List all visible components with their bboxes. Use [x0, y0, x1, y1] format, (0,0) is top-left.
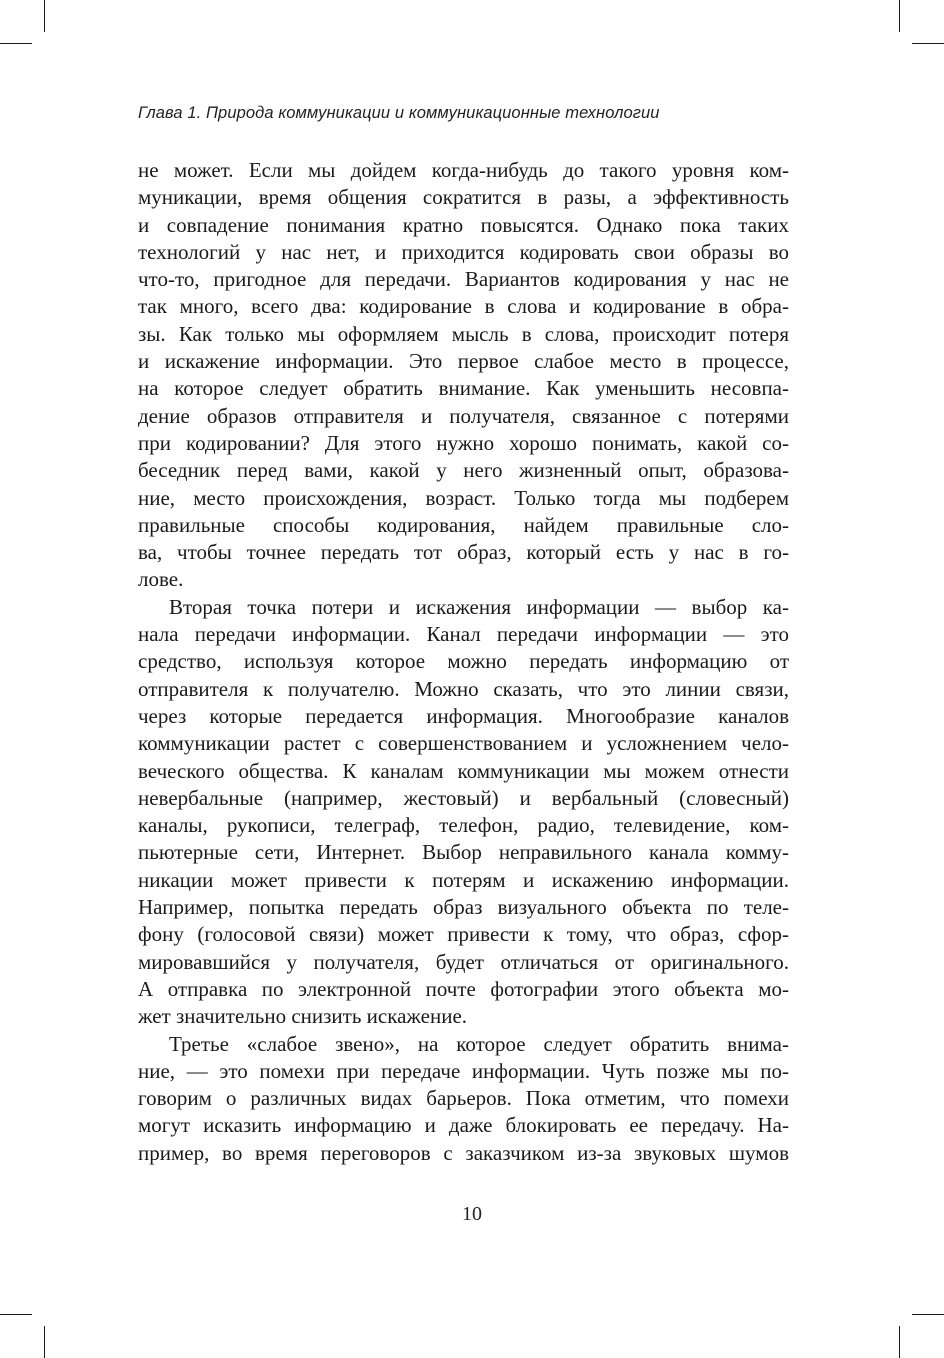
text-line: могут исказить информацию и даже блокировать ее передачу. На- [138, 1113, 789, 1138]
text-line: пример, во время переговоров с заказчиком из-за звуковых шумов [138, 1140, 789, 1165]
crop-mark-bottom-right-vertical [899, 1326, 900, 1358]
paragraph-3 [138, 1031, 789, 1167]
text-line: невербальные (например, жестовый) и вербальный (словесный) [138, 785, 789, 810]
text-line: через которые передается информация. Многообразие каналов [138, 703, 789, 728]
crop-mark-bottom-right-horizontal [912, 1314, 944, 1315]
text-line: каналы, рукописи, телеграф, телефон, радио, телевидение, ком- [138, 813, 789, 838]
text-line: и совпадение понимания кратно повысятся. Однако пока таких [138, 212, 789, 237]
text-line: что-то, пригодное для передачи. Вариантов кодирования у нас не [138, 267, 789, 292]
text-line: веческого общества. К каналам коммуникации мы можем отнести [138, 758, 789, 783]
text-line: беседник перед вами, какой у него жизненный опыт, образова- [138, 458, 789, 483]
page-number: 10 [462, 1203, 482, 1225]
text-line: никации может привести к потерям и искажению информации. [138, 867, 789, 892]
text-line: на которое следует обратить внимание. Как уменьшить несовпа- [138, 376, 789, 401]
text-line: Например, попытка передать образ визуального объекта по теле- [138, 895, 789, 920]
text-line: ние, — это помехи при передаче информации. Чуть позже мы по- [138, 1058, 789, 1083]
text-line: и искажение информации. Это первое слабое место в процессе, [138, 349, 789, 374]
paragraph-1 [138, 157, 789, 594]
text-line: лове. [138, 567, 184, 592]
text-line: нала передачи информации. Канал передачи информации — это [138, 622, 789, 647]
text-line: отправителя к получателю. Можно сказать, что это линии связи, [138, 676, 789, 701]
text-line: Вторая точка потери и искажения информации — выбор ка- [169, 594, 789, 619]
text-line: средство, используя которое можно передать информацию от [138, 649, 789, 674]
text-line: муникации, время общения сократится в разы, а эффективность [138, 185, 789, 210]
crop-mark-top-right-vertical [899, 0, 900, 32]
running-head: Глава 1. Природа коммуникации и коммуникационные технологии [138, 104, 660, 122]
crop-mark-top-right-horizontal [912, 43, 944, 44]
text-line: пьютерные сети, Интернет. Выбор неправильного канала комму- [138, 840, 789, 865]
text-line: А отправка по электронной почте фотографии этого объекта мо- [138, 976, 789, 1001]
text-line: коммуникации растет с совершенствованием и усложнением чело- [138, 731, 789, 756]
body-text [138, 157, 789, 1167]
text-line: ва, чтобы точнее передать тот образ, который есть у нас в го- [138, 540, 789, 565]
text-line: при кодировании? Для этого нужно хорошо понимать, какой со- [138, 430, 789, 455]
text-line: фону (голосовой связи) может привести к тому, что образ, сфор- [138, 922, 789, 947]
text-line: так много, всего два: кодирование в слова и кодирование в обра- [138, 294, 789, 319]
text-line: ние, место происхождения, возраст. Только тогда мы подберем [138, 485, 789, 510]
crop-mark-bottom-left-vertical [44, 1326, 45, 1358]
crop-mark-top-left-horizontal [0, 43, 32, 44]
text-line: говорим о различных видах барьеров. Пока отметим, что помехи [138, 1086, 789, 1111]
crop-mark-top-left-vertical [44, 0, 45, 32]
text-line: не может. Если мы дойдем когда-нибудь до такого уровня ком- [138, 158, 789, 182]
text-line: дение образов отправителя и получателя, связанное с потерями [138, 403, 789, 428]
text-line: Третье «слабое звено», на которое следует обратить внима- [169, 1031, 789, 1056]
text-line: технологий у нас нет, и приходится кодировать свои образы во [138, 239, 789, 264]
crop-mark-bottom-left-horizontal [0, 1314, 32, 1315]
text-line: правильные способы кодирования, найдем правильные сло- [138, 512, 789, 537]
text-line: жет значительно снизить искажение. [138, 1004, 468, 1029]
text-line: мировавшийся у получателя, будет отличаться от оригинального. [138, 949, 789, 974]
paragraph-2 [138, 594, 789, 1031]
text-line: зы. Как только мы оформляем мысль в слова, происходит потеря [138, 321, 789, 346]
